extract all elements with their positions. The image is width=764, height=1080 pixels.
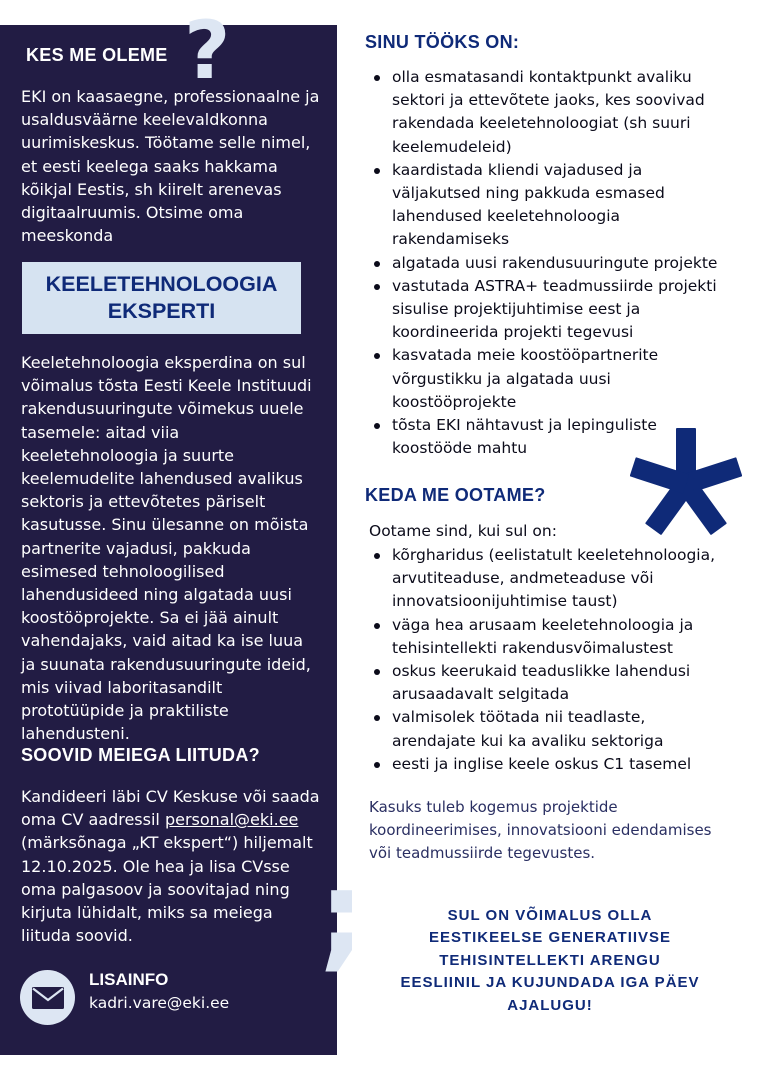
join-text <box>21 785 321 947</box>
email-link[interactable]: personal@eki.ee <box>164 810 299 830</box>
job-title-line1: KEELETEHNOLOOGIA <box>45 272 278 296</box>
list-item: kõrgharidus (eelistatult keeletehnoloogia, arvutiteaduse, andmeteaduse või innovatsioonijuhtimise taust) <box>369 544 729 614</box>
role-description: Keeletehnoloogia eksperdina on sul võimalus tõsta Eesti Keele Instituudi rakendusuuringute võimekus uuele tasemele: aitad viia keeletehnoloogia ja suurte keelemudelite lahendused avalikus sektoris ja ettevõtetes päriselt kasutusse. Sinu ülesanne on mõista partnerite vajadusi, pakkuda esimesed tehnoloogilised lahendusideed ning algatada uusi koostööprojekte. Sa ei jää ainult vahendajaks, vaid aitad ka ise luua ja suunata rakendusuuringute ideid, mis viivad laboritasandilt prototüüpide ja praktiliste lahendusteni. <box>21 353 312 744</box>
job-title-box <box>22 262 301 334</box>
left-panel <box>0 4 337 1055</box>
info-label: LISAINFO <box>89 970 169 989</box>
tasks-list <box>369 66 734 460</box>
list-item: kasvatada meie koostööpartnerite võrgustikku ja algatada uusi koostööprojekte <box>369 344 734 414</box>
expect-list <box>369 544 729 776</box>
question-mark-decoration: ? <box>184 4 231 97</box>
semicolon-decoration: ; <box>318 845 366 983</box>
join-text-after: (märksõnaga „KT ekspert“) hiljemalt 12.10.2025. Ole hea ja lisa CVsse oma palgasoov ja soovitajad ning kirjuta lühidalt, miks sa meiega liituda soovid. <box>21 833 313 946</box>
call-to-action: SUL ON VÕIMALUS OLLA EESTIKEELSE GENERATIIVSE TEHISINTELLEKTI ARENGU EESLIINIL JA KUJUNDADA IGA PÄEV AJALUGU! <box>400 907 700 1014</box>
join-heading: SOOVID MEIEGA LIITUDA? <box>21 745 260 765</box>
advantage-text: Kasuks tuleb kogemus projektide koordineerimises, innovatsiooni edendamises või teadmussiirde tegevustes. <box>369 798 712 863</box>
expect-intro: Ootame sind, kui sul on: <box>369 522 557 540</box>
list-item: valmisolek töötada nii teadlaste, arendajate kui ka avaliku sektoriga <box>369 706 729 752</box>
envelope-icon <box>20 970 75 1025</box>
about-heading: KES ME OLEME <box>26 45 168 65</box>
tasks-heading: SINU TÖÖKS ON: <box>365 32 520 52</box>
job-title-line2: EKSPERTI <box>107 299 216 323</box>
join-text-before: Kandideeri läbi CV Keskuse või saada oma CV aadressil <box>21 787 320 830</box>
list-item: kaardistada kliendi vajadused ja väljakutsed ning pakkuda esmased lahendused keeletehnoloogia rakendamiseks <box>369 159 734 252</box>
list-item: eesti ja inglise keele oskus C1 tasemel <box>369 753 729 776</box>
about-text: EKI on kaasaegne, professionaalne ja usaldusväärne keelevaldkonna uurimiskeskus. Töötame selle nimel, et eesti keelega saaks hakkama kõikjal Eestis, sh kiirelt arenevas digitaalruumis. Otsime oma meeskonda <box>21 87 320 246</box>
list-item: vastutada ASTRA+ teadmussiirde projekti sisulise projektijuhtimise eest ja koordineerida projekti tegevusi <box>369 275 734 345</box>
info-email[interactable]: kadri.vare@eki.ee <box>89 994 230 1012</box>
asterisk-icon <box>630 428 742 540</box>
list-item: oskus keerukaid teaduslikke lahendusi arusaadavalt selgitada <box>369 660 729 706</box>
expect-heading: KEDA ME OOTAME? <box>365 485 546 505</box>
list-item: olla esmatasandi kontaktpunkt avaliku sektori ja ettevõtete jaoks, kes soovivad rakendada keeletehnoloogiat (sh suuri keelemudeleid) <box>369 66 734 159</box>
list-item: väga hea arusaam keeletehnoloogia ja tehisintellekti rakendusvõimalustest <box>369 614 729 660</box>
list-item: algatada uusi rakendusuuringute projekte <box>369 252 734 275</box>
list-item: tõsta EKI nähtavust ja lepinguliste koostööde mahtu <box>369 414 734 460</box>
